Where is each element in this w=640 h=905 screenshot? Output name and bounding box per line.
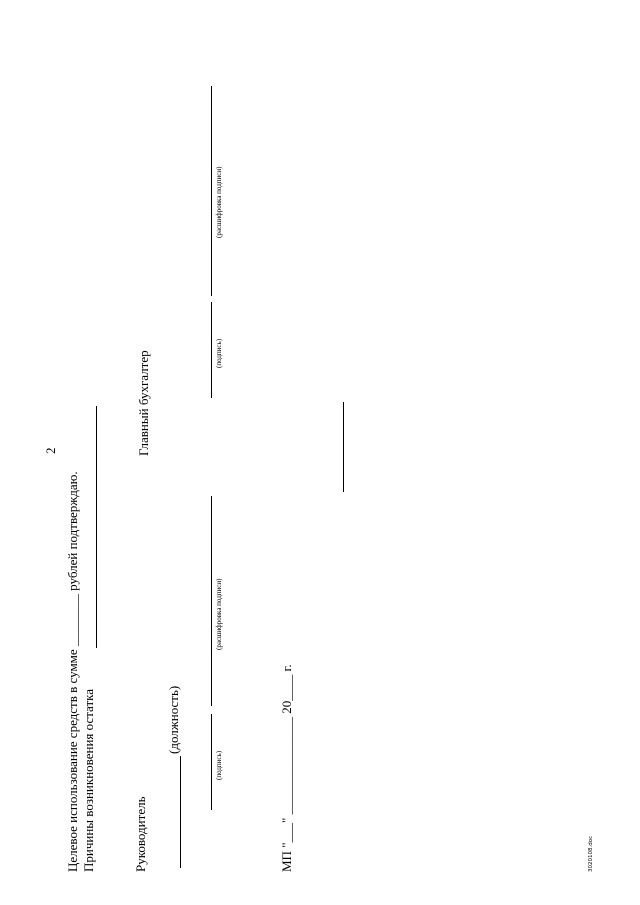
head-decode-caption: (расшифровка подписи) xyxy=(215,578,223,650)
accountant-signature-line xyxy=(211,302,212,398)
reasons-label: Причины возникновения остатка xyxy=(81,688,96,872)
usage-confirmation-text: Целевое использование средств в сумме ________ рублей подтверждаю. xyxy=(65,471,80,872)
head-signature-line xyxy=(211,714,212,810)
blank-line xyxy=(343,402,344,492)
accountant-label: Главный бухгалтер xyxy=(136,350,151,456)
accountant-decode-line xyxy=(211,86,212,296)
accountant-signature-caption: (подпись) xyxy=(215,338,223,368)
head-decode-line xyxy=(211,496,212,706)
head-label: Руководитель xyxy=(133,796,148,872)
accountant-decode-caption: (расшифровка подписи) xyxy=(215,166,223,238)
head-signature-caption: (подпись) xyxy=(215,750,223,780)
position-blank-line xyxy=(180,756,181,868)
reasons-blank-line xyxy=(96,406,97,648)
seal-date-line: МП "___" _______________ 20____ г. xyxy=(279,664,294,872)
page-number: 2 xyxy=(43,447,58,454)
file-name: 3020108.doc xyxy=(588,835,594,872)
position-caption: (должность) xyxy=(166,685,181,754)
